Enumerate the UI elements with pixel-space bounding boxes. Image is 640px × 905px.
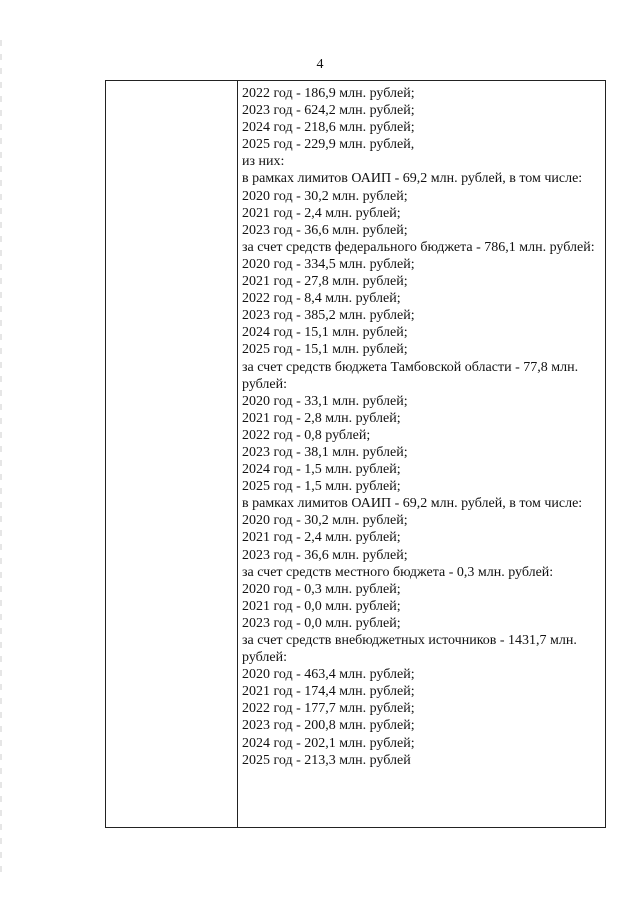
text-line: за счет средств федерального бюджета - 786,1 млн. рублей: <box>242 239 595 255</box>
text-line: 2022 год - 0,8 рублей; <box>242 427 371 443</box>
column-divider <box>237 81 238 827</box>
text-line: 2022 год - 177,7 млн. рублей; <box>242 701 415 717</box>
funding-text <box>242 85 602 769</box>
text-line: 2020 год - 30,2 млн. рублей; <box>242 513 408 529</box>
text-line: 2020 год - 0,3 млн. рублей; <box>242 581 401 597</box>
text-line: 2024 год - 218,6 млн. рублей; <box>242 120 415 136</box>
funding-table <box>105 80 606 828</box>
text-line: в рамках лимитов ОАИП - 69,2 млн. рублей, в том числе: <box>242 171 583 187</box>
text-line: 2025 год - 229,9 млн. рублей, <box>242 137 415 153</box>
text-line: 2023 год - 0,0 млн. рублей; <box>242 615 401 631</box>
text-line: 2025 год - 15,1 млн. рублей; <box>242 342 408 358</box>
text-line: из них: <box>242 154 285 170</box>
text-line: 2021 год - 2,4 млн. рублей; <box>242 205 401 221</box>
scan-edge-artifact <box>0 40 2 880</box>
text-line: 2024 год - 1,5 млн. рублей; <box>242 462 401 478</box>
text-line: 2020 год - 30,2 млн. рублей; <box>242 188 408 204</box>
text-line: 2024 год - 202,1 млн. рублей; <box>242 735 415 751</box>
page-number: 4 <box>316 57 324 72</box>
text-line: 2023 год - 200,8 млн. рублей; <box>242 718 415 734</box>
text-line: за счет средств местного бюджета - 0,3 млн. рублей: <box>242 564 554 580</box>
text-line: 2024 год - 15,1 млн. рублей; <box>242 325 408 341</box>
text-line: 2022 год - 186,9 млн. рублей; <box>242 86 415 101</box>
text-line: 2020 год - 33,1 млн. рублей; <box>242 393 408 409</box>
text-line: 2021 год - 2,8 млн. рублей; <box>242 410 401 426</box>
text-line: 2023 год - 36,6 млн. рублей; <box>242 547 408 563</box>
text-line: 2023 год - 624,2 млн. рублей; <box>242 103 415 119</box>
text-line: 2021 год - 2,4 млн. рублей; <box>242 530 401 546</box>
text-line: 2022 год - 8,4 млн. рублей; <box>242 291 401 307</box>
text-line: 2020 год - 334,5 млн. рублей; <box>242 256 415 272</box>
text-line: 2020 год - 463,4 млн. рублей; <box>242 667 415 683</box>
text-line: 2025 год - 1,5 млн. рублей; <box>242 479 401 495</box>
text-line: 2023 год - 36,6 млн. рублей; <box>242 222 408 238</box>
text-line: 2023 год - 38,1 млн. рублей; <box>242 444 408 460</box>
text-line: 2021 год - 0,0 млн. рублей; <box>242 598 401 614</box>
text-line: 2021 год - 174,4 млн. рублей; <box>242 684 415 700</box>
text-line: за счет средств бюджета Тамбовской области - 77,8 млн. рублей: <box>242 359 579 392</box>
text-line: 2025 год - 213,3 млн. рублей <box>242 752 411 768</box>
text-line: 2021 год - 27,8 млн. рублей; <box>242 274 408 290</box>
text-line: за счет средств внебюджетных источников - 1431,7 млн. рублей: <box>242 633 577 666</box>
text-line: 2023 год - 385,2 млн. рублей; <box>242 308 415 324</box>
text-line: в рамках лимитов ОАИП - 69,2 млн. рублей, в том числе: <box>242 496 583 512</box>
